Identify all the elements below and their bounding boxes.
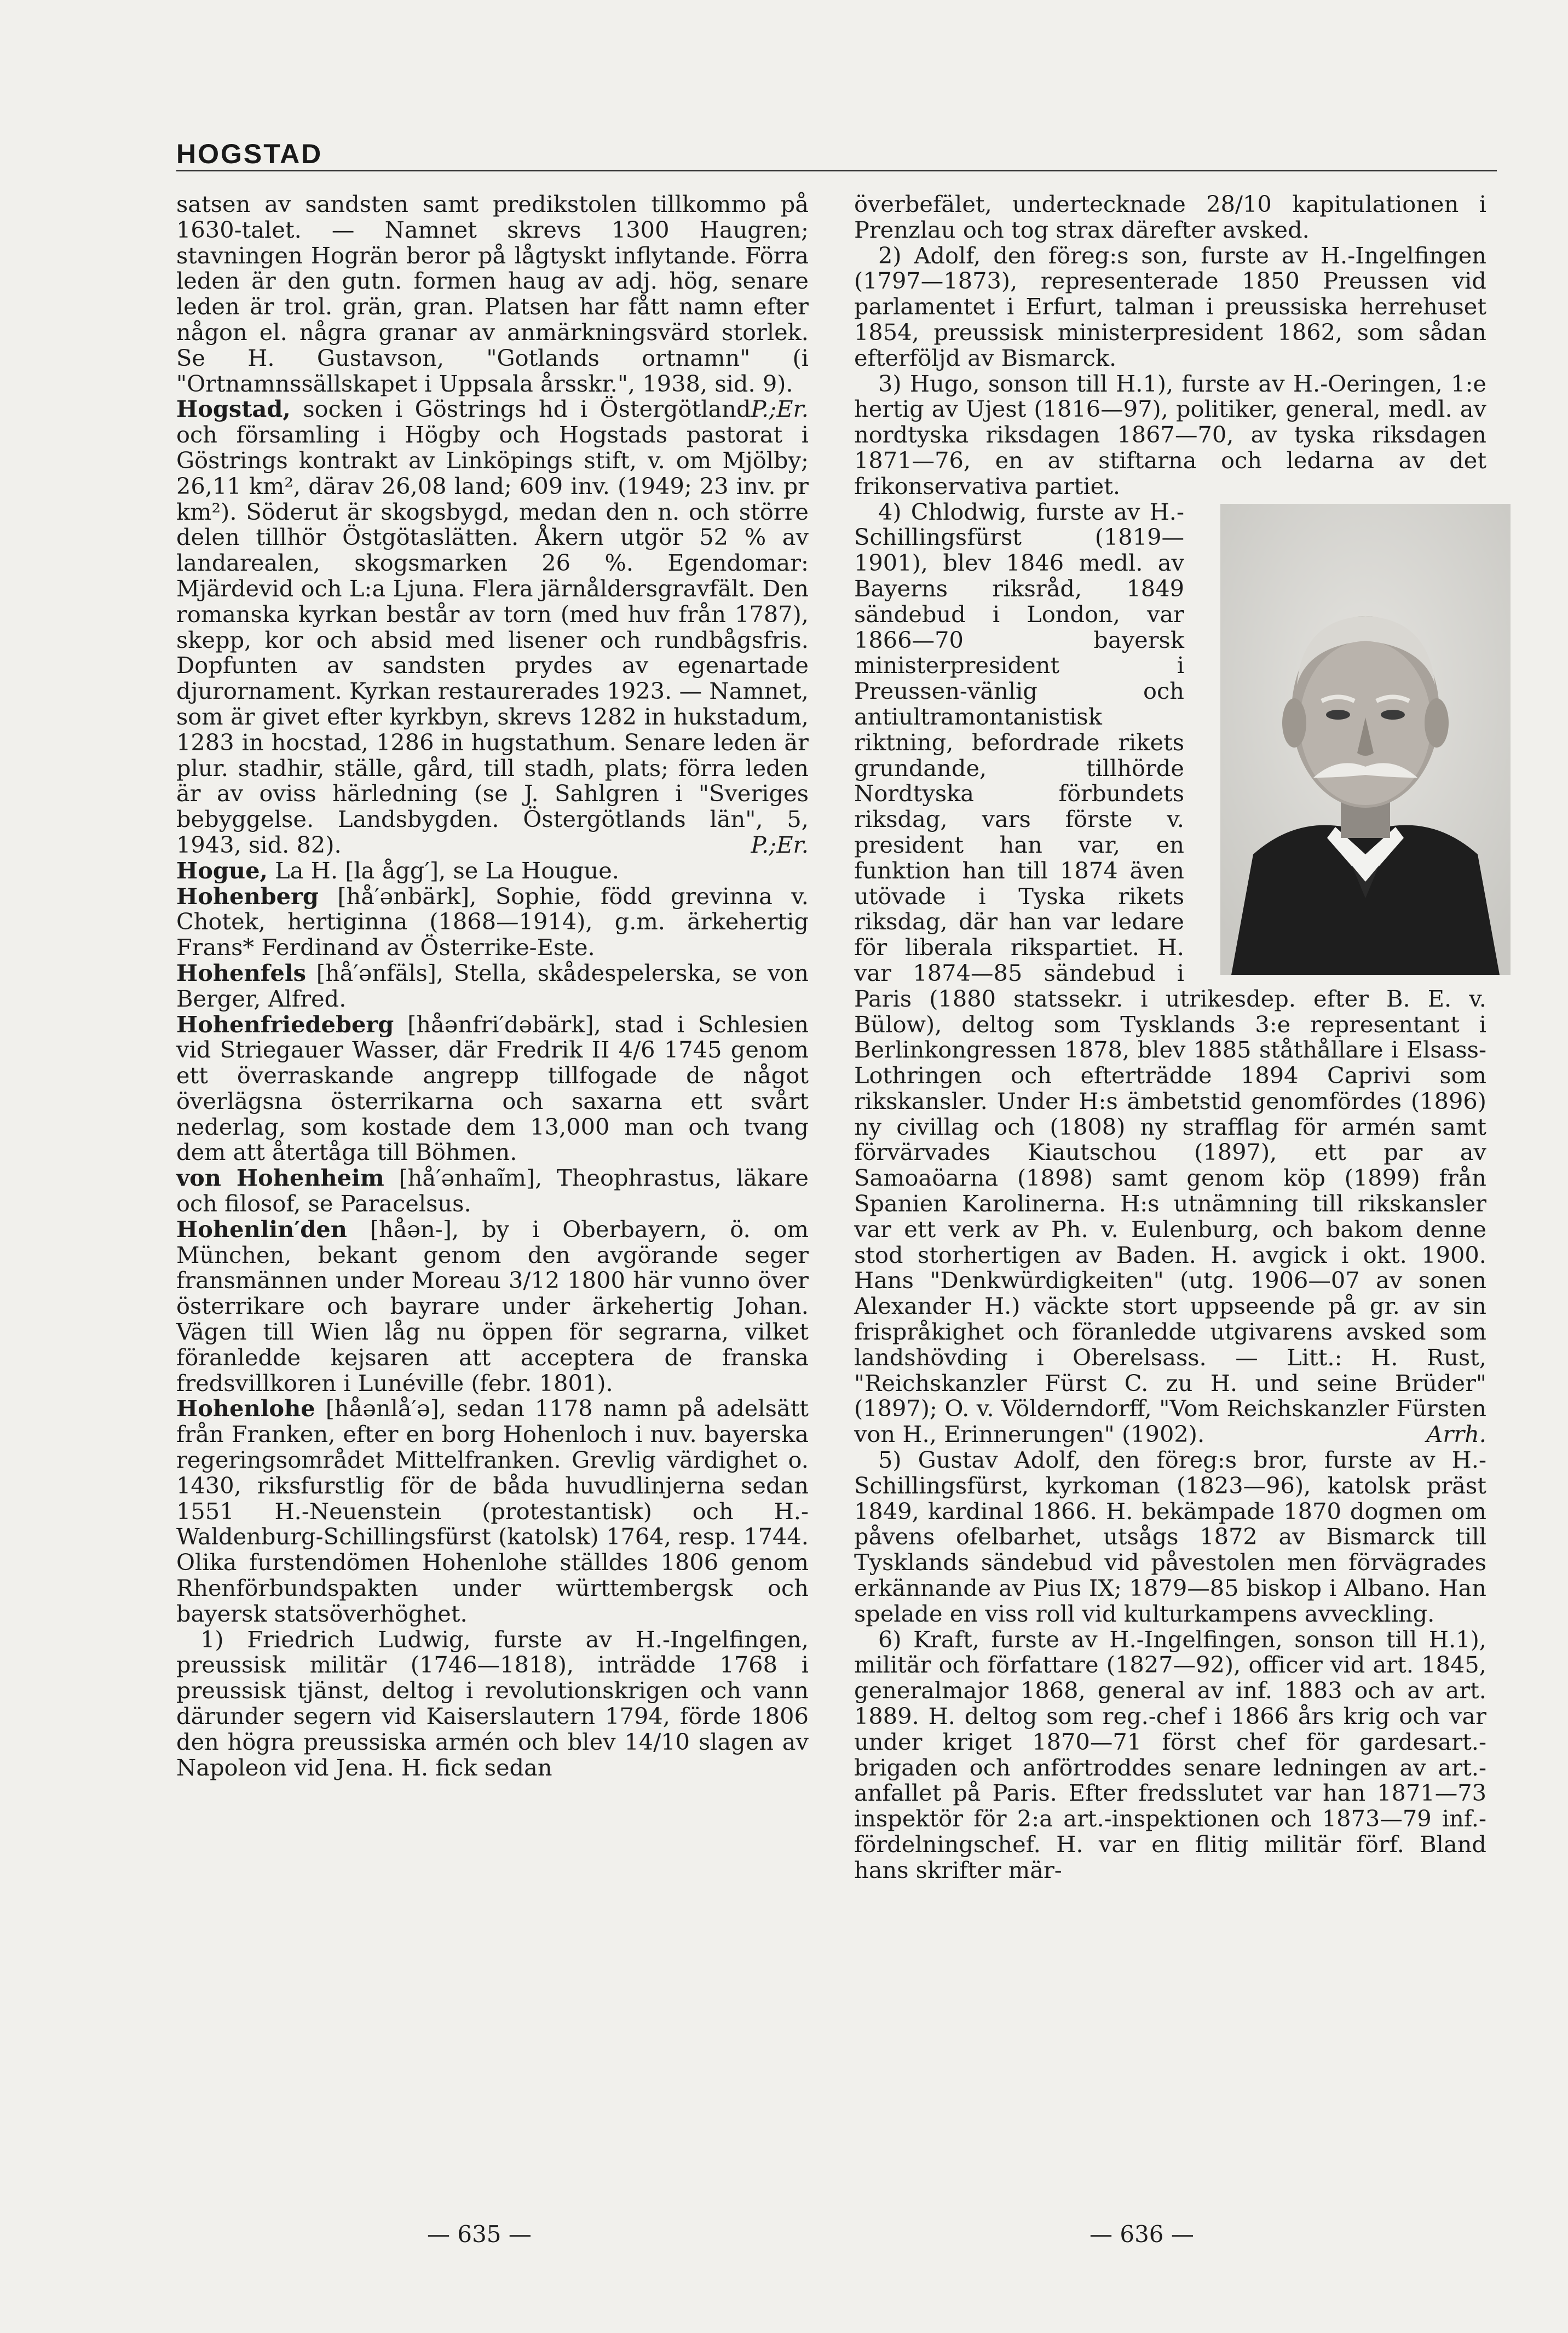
entry-hogstad: Hogstad, socken i Göstrings hd i Östergötland och församling i Högby och Hogstads pastorat i Göstrings kontrakt av Linköpings stift, v. om Mjölby; 26,11 km², därav 26,08 land; 609 inv. (1949; 23 inv. pr km²). Söderut är skogsbygd, medan den n. och större delen tillhör Östgötaslätten. Åkern utgör 52 % av landarealen, skogsmarken 26 %. Egendomar: Mjärdevid och L:a Ljuna. Flera järnåldersgravfält. Den romanska kyrkan består av torn (med huv från 1787), skepp, kor och absid med lisener och rundbågsfris. Dopfunten av sandsten prydes av egenartade djurornament. Kyrkan restaurerades 1923. — Namnet, som är givet efter kyrkbyn, skrevs 1282 in hukstadum, 1283 in hocstad, 1286 in hugstathum. Senare leden är plur. stadhir, ställe, gård, till stadh, plats; förra leden är av oviss härledning (se J. Sahlgren i "Sveriges bebyggelse. Landsbygden. Östergötlands län", 5, 1943, sid. 82). P.;Er. [176,395,809,858]
entry-hohenfriedeberg: Hohenfriedeberg [håənfri′dəbärk], stad i Schlesien vid Striegauer Wasser, där Fredrik II 4/6 1745 genom ett överraskande angrepp tillfogade de något överlägsna österrikarna och saxarna ett svårt nederlag, som kostade dem 13,000 man och tvang dem att återtåga till Böhmen. [176,1010,809,1166]
entry-hohenberg: Hohenberg [hå′ənbärk], Sophie, född grevinna v. Chotek, hertiginna (1868—1914), g.m. ärkehertig Frans* Ferdinand av Österrike-Este. [176,882,809,961]
portrait-illustration [1220,504,1511,975]
subentry-chlodwig: 4) Chlodwig, furste av H.-Schillingsfürst (1819—1901), blev 1846 medl. av Bayerns riksråd, 1849 sändebud i London, var 1866—70 bayersk ministerpresident i Preussen-vänlig och antiultramontanistisk riktning, befordrade rikets grundande, tillhörde Nordtyska förbundets riksdag, vars förste v. president han var, en funktion han till 1874 även utövade i Tyska rikets riksdag, där han var ledare för liberala rikspartiet. H. var 1874—85 sändebud i Paris (1880 statssekr. i utrikesdep. efter B. E. v. Bülow), deltog som Tysklands 3:e representant i Berlinkongressen 1878, blev 1885 ståthållare i Elsass-Lothringen och efterträdde 1894 Caprivi som rikskansler. Under H:s ämbetstid genomfördes (1896) ny civillag och (1808) ny strafflag för armén samt förvärvades Kiautschou (1897), ett par av Samoaöarna (1898) samt genom köp (1899) från Spanien Karolinerna. H:s utnämning till rikskansler var ett verk av Ph. v. Eulenburg, och bakom denne stod storhertigen av Baden. H. avgick i okt. 1900. Hans "Denkwürdigkeiten" (utg. 1906—07 av sonen Alexander H.) väckte stort uppseende på gr. av sin frispråkighet och föranledde utgivarens avsked som landshövding i Oberelsass. — Litt.: H. Rust, "Reichskanzler Fürst C. zu H. und seine Brüder" (1897); O. v. Völderndorff, "Vom Reichskanzler Fürsten von H., Erinnerungen" (1902). Arrh. [854,499,1486,1447]
entry-continuation: överbefälet, undertecknade 28/10 kapitulationen i Prenzlau och tog strax därefter avsked. [854,191,1486,243]
page-number-left: — 635 — [427,2221,532,2248]
page-number-right: — 636 — [1089,2221,1194,2248]
left-column [176,192,809,1780]
author-signature: P.;Er. [751,395,809,423]
headword: Hogue, [176,857,268,884]
subentry-kraft: 6) Kraft, furste av H.-Ingelfingen, sonson till H.1), militär och författare (1827—92), officer vid art. 1845, generalmajor 1868, general av inf. 1883 och av art. 1889. H. deltog som reg.-chef i 1866 års krig och var under kriget 1870—71 först chef för gardesart.-brigaden och anförtroddes senare ledningen av art.-anfallet på Paris. Efter fredsslutet var han 1871—73 inspektör för 2:a art.-inspektionen och 1873—79 inf.-fördelningschef. H. var en flitig militär förf. Bland hans skrifter mär- [854,1625,1486,1883]
right-column [854,192,1486,1883]
headword: Hohenfriedeberg [176,1010,394,1038]
entry-hohenlinden: Hohenlin′den [håən-], by i Oberbayern, ö. om München, bekant genom den avgörande seger fransmännen under Moreau 3/12 1800 här vunno över österrikare och bayrare under ärkehertig Johan. Vägen till Wien låg nu öppen för segrarna, vilket föranledde kejsaren att acceptera de franska fredsvillkoren i Lunéville (febr. 1801). [176,1215,809,1397]
headword: Hohenlohe [176,1395,315,1422]
headword: von Hohenheim [176,1164,384,1192]
headword: Hogstad, [176,395,291,423]
headword: Hohenlin′den [176,1215,347,1243]
headword: Hohenfels [176,959,307,986]
subentry-friedrich-ludwig: 1) Friedrich Ludwig, furste av H.-Ingelfingen, preussisk militär (1746—1818), inträdde 1768 i preussisk tjänst, deltog i revolutionskrigen och vann därunder segern vid Kaiserslautern 1794, förde 1806 den högra preussiska armén och blev 14/10 slagen av Napoleon vid Jena. H. fick sedan [176,1625,809,1781]
entry-continuation: satsen av sandsten samt predikstolen tillkommo på 1630-talet. — Namnet skrevs 1300 Haugren; stavningen Hogrän beror på lågtyskt inflytande. Förra leden är den gutn. formen haug av adj. hög, senare leden är trol. grän, gran. Platsen har fått namn efter någon el. några granar av anmärkningsvärd storlek. Se H. Gustavson, "Gotlands ortnamn" (i "Ortnamnssällskapet i Uppsala årsskr.", 1938, sid. 9). P.;Er. [176,191,809,423]
headword: Hohenberg [176,882,319,910]
subentry-gustav-adolf: 5) Gustav Adolf, den föreg:s bror, furste av H.-Schillingsfürst, kyrkoman (1823—96), katolsk präst 1849, kardinal 1866. H. bekämpade 1870 dogmen om påvens ofelbarhet, utsågs 1872 av Bismarck till Tysklands sändebud vid påvestolen men förvägrades erkännande av Pius IX; 1879—85 biskop i Albano. Han spelade en viss roll vid kulturkampens avveckling. [854,1446,1486,1627]
running-header: HOGSTAD [176,139,323,169]
portrait-photo [1196,504,1486,975]
entry-hohenlohe: Hohenlohe [håənlå′ə], sedan 1178 namn på adelsätt från Franken, efter en borg Hohenloch i nuv. bayerska regeringsområdet Mittelfranken. Grevlig värdighet o. 1430, riksfurstlig för de båda huvudlinjerna sedan 1551 H.-Neuenstein (protestantisk) och H.-Waldenburg-Schillingsfürst (katolsk) 1764, resp. 1744. Olika furstendömen Hohenlohe ställdes 1806 genom Rhenförbundspakten under württembergsk och bayersk statsöverhöghet. [176,1395,809,1627]
header-rule [176,170,1497,171]
entry-hohenheim: von Hohenheim [hå′ənhaĩm], Theophrastus, läkare och filosof, se Paracelsus. [176,1164,809,1217]
author-signature: P.;Er. [751,831,809,858]
entry-hohenfels: Hohenfels [hå′ənfäls], Stella, skådespelerska, se von Berger, Alfred. [176,959,809,1012]
subentry-adolf: 2) Adolf, den föreg:s son, furste av H.-Ingelfingen (1797—1873), representerade 1850 Preussen vid parlamentet i Erfurt, talman i preussiska herrehuset 1854, preussisk ministerpresident 1862, som sådan efterföljd av Bismarck. [854,242,1486,371]
author-signature: Arrh. [1426,1421,1486,1448]
subentry-hugo: 3) Hugo, sonson till H.1), furste av H.-Oeringen, 1:e hertig av Ujest (1816—97), politiker, general, medl. av nordtyska riksdagen 1867—70, av tyska riksdagen 1871—76, en av stiftarna och ledarna av det frikonservativa partiet. [854,370,1486,499]
entry-hogue: Hogue, La H. [la ågg′], se La Hougue. [176,857,619,884]
